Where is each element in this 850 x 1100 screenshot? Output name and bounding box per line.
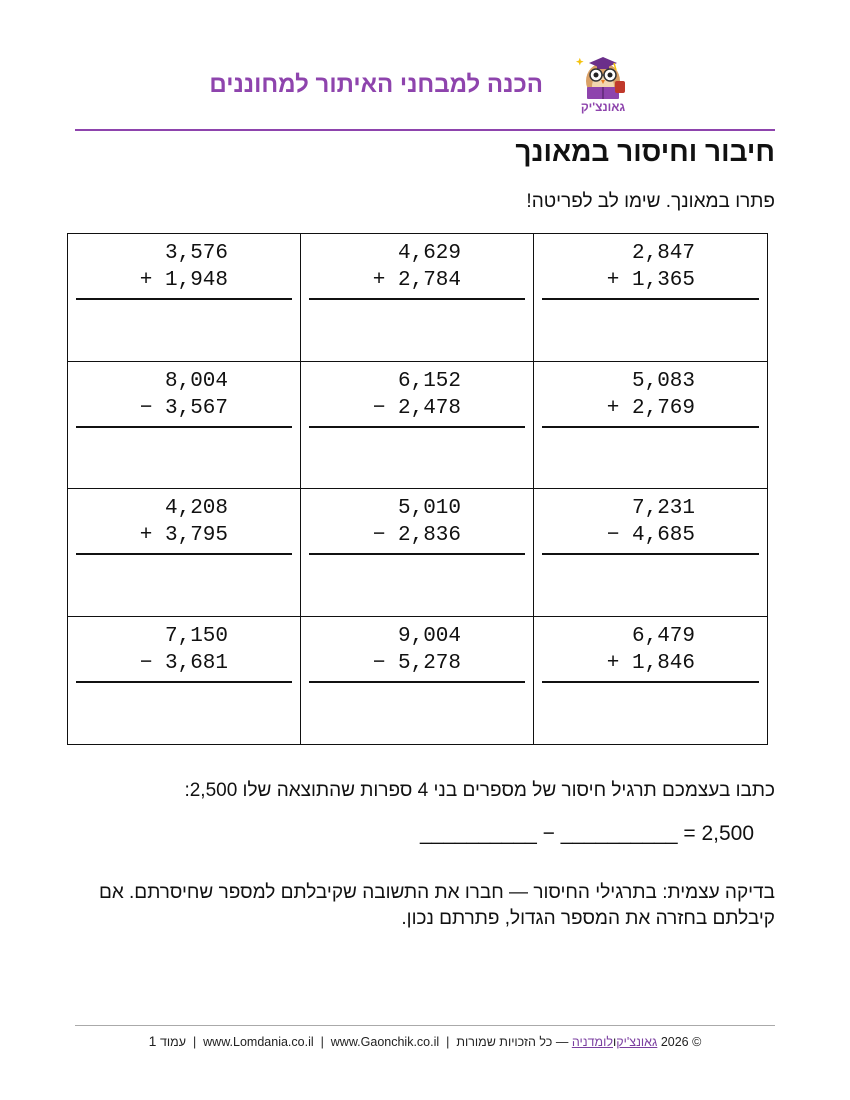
footer-separator: | — [446, 1035, 450, 1049]
problem-cell[interactable] — [68, 234, 301, 362]
owl-mascot-icon — [573, 55, 633, 103]
problem-top-number: 7,231 — [631, 497, 695, 520]
footer-link-lomdania[interactable]: לומדניה — [571, 1035, 613, 1049]
challenge-prompt: כתבו בעצמכם תרגיל חיסור של מספרים בני 4 ספרות שהתוצאה שלו 2,500: — [184, 780, 775, 801]
problems-grid — [67, 233, 768, 745]
footer-copyright: © 2026 — [660, 1035, 702, 1049]
footer-page-label: עמוד — [159, 1035, 186, 1049]
problem-top-number: 3,576 — [164, 242, 228, 265]
problem-bottom-number: − 2,478 — [372, 396, 461, 420]
footer-rights: — כל הזכויות שמורות — [456, 1035, 569, 1049]
answer-line — [542, 426, 759, 428]
answer-line — [542, 553, 759, 555]
answer-line — [76, 426, 292, 428]
problem-cell[interactable] — [534, 617, 767, 745]
problem-top-number: 5,083 — [631, 369, 695, 393]
answer-line — [309, 426, 525, 428]
problem-cell[interactable] — [534, 234, 767, 362]
problem-cell[interactable] — [301, 617, 534, 745]
problem-bottom-number: + 2,769 — [606, 396, 695, 420]
problem-cell[interactable] — [534, 489, 767, 617]
footer-page-number: 1 — [148, 1033, 157, 1049]
page-title: חיבור וחיסור במאונך — [515, 136, 775, 167]
problem-top-number: 7,150 — [164, 624, 228, 648]
problem-cell[interactable] — [68, 489, 301, 617]
logo-text: גאונצ'יק — [580, 100, 626, 114]
logo — [573, 55, 633, 117]
problem-cell[interactable] — [68, 617, 301, 745]
problem-top-number: 4,629 — [397, 242, 461, 265]
site-title: הכנה למבחני האיתור למחוננים — [209, 71, 543, 98]
problem-bottom-number: + 1,846 — [606, 651, 695, 675]
problem-top-number: 8,004 — [164, 369, 228, 393]
problem-bottom-number: + 3,795 — [139, 524, 228, 547]
problem-cell[interactable] — [301, 234, 534, 362]
answer-line — [542, 681, 759, 683]
answer-line — [309, 681, 525, 683]
answer-line — [76, 553, 292, 555]
self-check-note: בדיקה עצמית: בתרגילי החיסור — חברו את התשובה שקיבלתם למספר שחיסרתם. אם קיבלתם בחזרה את המספר הגדול, פתרתם נכון. — [98, 882, 775, 929]
answer-line — [76, 298, 292, 300]
footer — [75, 1033, 775, 1049]
answer-line — [76, 681, 292, 683]
problem-top-number: 2,847 — [631, 242, 695, 265]
problem-cell[interactable] — [68, 362, 301, 490]
problem-top-number: 6,152 — [397, 369, 461, 393]
footer-separator: | — [320, 1035, 324, 1049]
answer-line — [542, 298, 759, 300]
problem-top-number: 4,208 — [164, 497, 228, 520]
answer-line — [309, 553, 525, 555]
problem-top-number: 9,004 — [397, 624, 461, 648]
problem-cell[interactable] — [301, 489, 534, 617]
problem-cell[interactable] — [301, 362, 534, 490]
header-divider — [75, 129, 775, 131]
problem-bottom-number: − 4,685 — [606, 524, 695, 547]
answer-line — [309, 298, 525, 300]
problem-bottom-number: + 1,948 — [139, 269, 228, 292]
problem-top-number: 5,010 — [397, 497, 461, 520]
problem-bottom-number: − 2,836 — [372, 524, 461, 547]
problem-bottom-number: + 1,365 — [606, 269, 695, 292]
footer-link-gaonchik[interactable]: גאונצ'יק — [616, 1035, 658, 1049]
problem-bottom-number: − 5,278 — [372, 651, 461, 675]
footer-site-lomdania: www.Lomdania.co.il — [203, 1035, 314, 1049]
header — [75, 55, 775, 115]
challenge-equation[interactable]: __________ − __________ = 2,500 — [420, 822, 755, 845]
footer-site-gaonchik: www.Gaonchik.co.il — [330, 1035, 440, 1049]
problem-bottom-number: + 2,784 — [372, 269, 461, 292]
footer-separator: | — [192, 1035, 197, 1049]
footer-divider — [75, 1025, 775, 1026]
problem-bottom-number: − 3,681 — [139, 651, 228, 675]
instructions: פתרו במאונך. שימו לב לפריטה! — [526, 191, 775, 212]
problem-bottom-number: − 3,567 — [139, 396, 228, 420]
problem-cell[interactable] — [534, 362, 767, 490]
problem-top-number: 6,479 — [631, 624, 695, 648]
footer-and: ו — [613, 1035, 617, 1049]
